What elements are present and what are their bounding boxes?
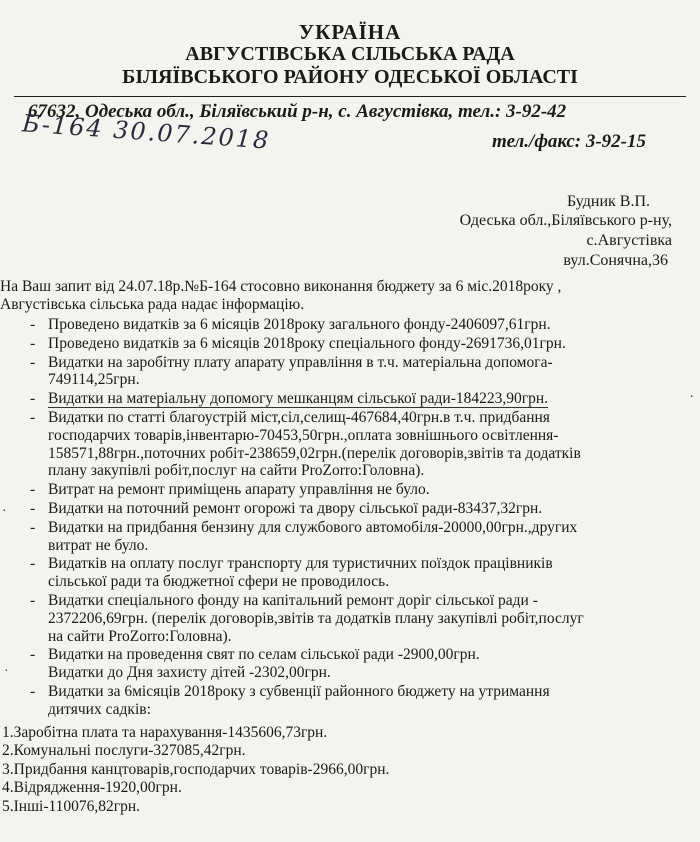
list-item-line: Видатків на оплату послуг транспорту для туристичних поїздок працівників [48,555,553,573]
list-item [0,354,700,390]
numbered-item: 3.Придбання канцтоварів,господарчих товарів-2966,00грн. [2,760,390,778]
bullet-dash: - [30,353,36,371]
bullet-dash: - [30,591,36,609]
list-item [0,555,700,591]
numbered-item: 1.Заробітна плата та нарахування-1435606,73грн. [2,723,328,741]
recipient-name: Будник В.П. [566,193,650,210]
header-council: АВГУСТІВСЬКА СІЛЬСЬКА РАДА [185,43,515,65]
numbered-item: 2.Комунальні послуги-327085,42грн. [2,742,246,760]
list-item [0,481,700,499]
header-country: УКРАЇНА [298,20,402,44]
list-item-line: Видатки на проведення свят по селам сільської ради -2900,00грн. [48,646,480,664]
bullet-dash: - [30,316,36,333]
margin-mark: · [4,664,9,679]
list-item-line: Витрат на ремонт приміщень апарату управління не було. [48,481,430,499]
list-item [0,519,700,555]
list-item-line: господарчих товарів,інвентарю-70453,50грн.,оплата зовнішнього освітлення- [48,426,559,444]
list-item [0,316,700,334]
recipient-region: Одеська обл.,Біляївського р-ну, [459,212,672,229]
recipient-village: с.Августівка [586,232,672,249]
recipient-street: вул.Сонячна,36 [563,252,668,269]
header-address: 67632, Одеська обл., Біляївський р-н, с. Августівка, тел.: 3-92-42 [28,101,567,122]
list-item-line: сільської ради та бюджетної сфери не проводилось. [48,573,390,591]
bullet-dash: - [30,481,36,499]
intro-line: На Ваш запит від 24.07.18р.№Б-164 стосовно виконання бюджету за 6 міс.2018року , [0,278,562,295]
list-item [0,335,700,353]
list-item-line: Видатки на заробітну плату апарату управління в т.ч. матеріальна допомога- [48,353,553,371]
intro-line: Августівська сільська рада надає інформацію. [0,296,305,313]
list-item [0,683,700,719]
list-item-line: Видатки за 6місяців 2018року з субвенції районного бюджету на утримання [48,682,550,700]
numbered-list [0,724,700,817]
expense-list [0,316,700,816]
bullet-dash: - [30,646,36,664]
bullet-dash: - [30,390,36,408]
numbered-item: 4.Відрядження-1920,00грн. [2,779,182,797]
list-item-line: 158571,88грн.,поточних робіт-238659,02грн.(перелік договорів,звітів та додатків [48,444,581,462]
bullet-dash: - [30,499,36,517]
handwritten-registration-note: Б-164 30.07.2018 [21,109,272,155]
list-item-line: Видатки на поточний ремонт огорожі та двору сільської ради-83437,32грн. [48,499,543,517]
list-item [0,390,700,408]
list-item [0,409,700,480]
bullet-dash: - [30,555,36,573]
bullet-dash: - [30,682,36,700]
list-item-line: Проведено видатків за 6 місяців 2018року спеціального фонду-2691736,01грн. [48,334,566,352]
margin-mark: · [689,390,694,405]
list-item-line: 749114,25грн. [48,371,140,389]
header-divider [14,96,686,97]
bullet-dash: - [30,518,36,536]
list-item-line: плану закупівлі робіт,послуг на сайти ProZorro:Головна). [48,462,425,480]
list-item-line: Видатки на придбання бензину для службового автомобіля-20000,00грн.,других [48,518,578,536]
list-item-line: Видатки по статті благоустрій міст,сіл,селищ-467684,40грн.в т.ч. придбання [48,408,550,426]
intro-paragraph [0,278,690,314]
list-item-line: дитячих садків: [48,700,151,718]
bullet-dash: - [30,408,36,426]
list-item-line: Видатки до Дня захисту дітей -2302,00грн. [48,664,331,682]
list-item-line: Видатки спеціального фонду на капітальний ремонт доріг сільської ради - [48,591,538,609]
margin-mark: · [2,504,7,519]
numbered-item: 5.Інші-110076,82грн. [2,797,141,815]
list-item-line: Видатки на матеріальну допомогу мешканцям сільської ради-184223,90грн. [48,390,549,408]
list-item [0,592,700,645]
list-item [0,646,700,682]
list-item [0,500,700,518]
list-item-line: на сайти ProZorro:Головна). [48,627,232,645]
header-district: БІЛЯЇВСЬКОГО РАЙОНУ ОДЕСЬКОЇ ОБЛАСТІ [122,66,578,88]
list-item-line: 2372206,69грн. (перелік договорів,звітів та додатків плану закупівлі робіт,послуг [48,609,584,627]
list-item-line: витрат не було. [48,536,149,554]
header-fax: тел./факс: 3-92-15 [492,131,646,152]
bullet-dash: - [30,334,36,352]
list-item-line: Проведено видатків за 6 місяців 2018року загального фонду-2406097,61грн. [48,316,551,333]
